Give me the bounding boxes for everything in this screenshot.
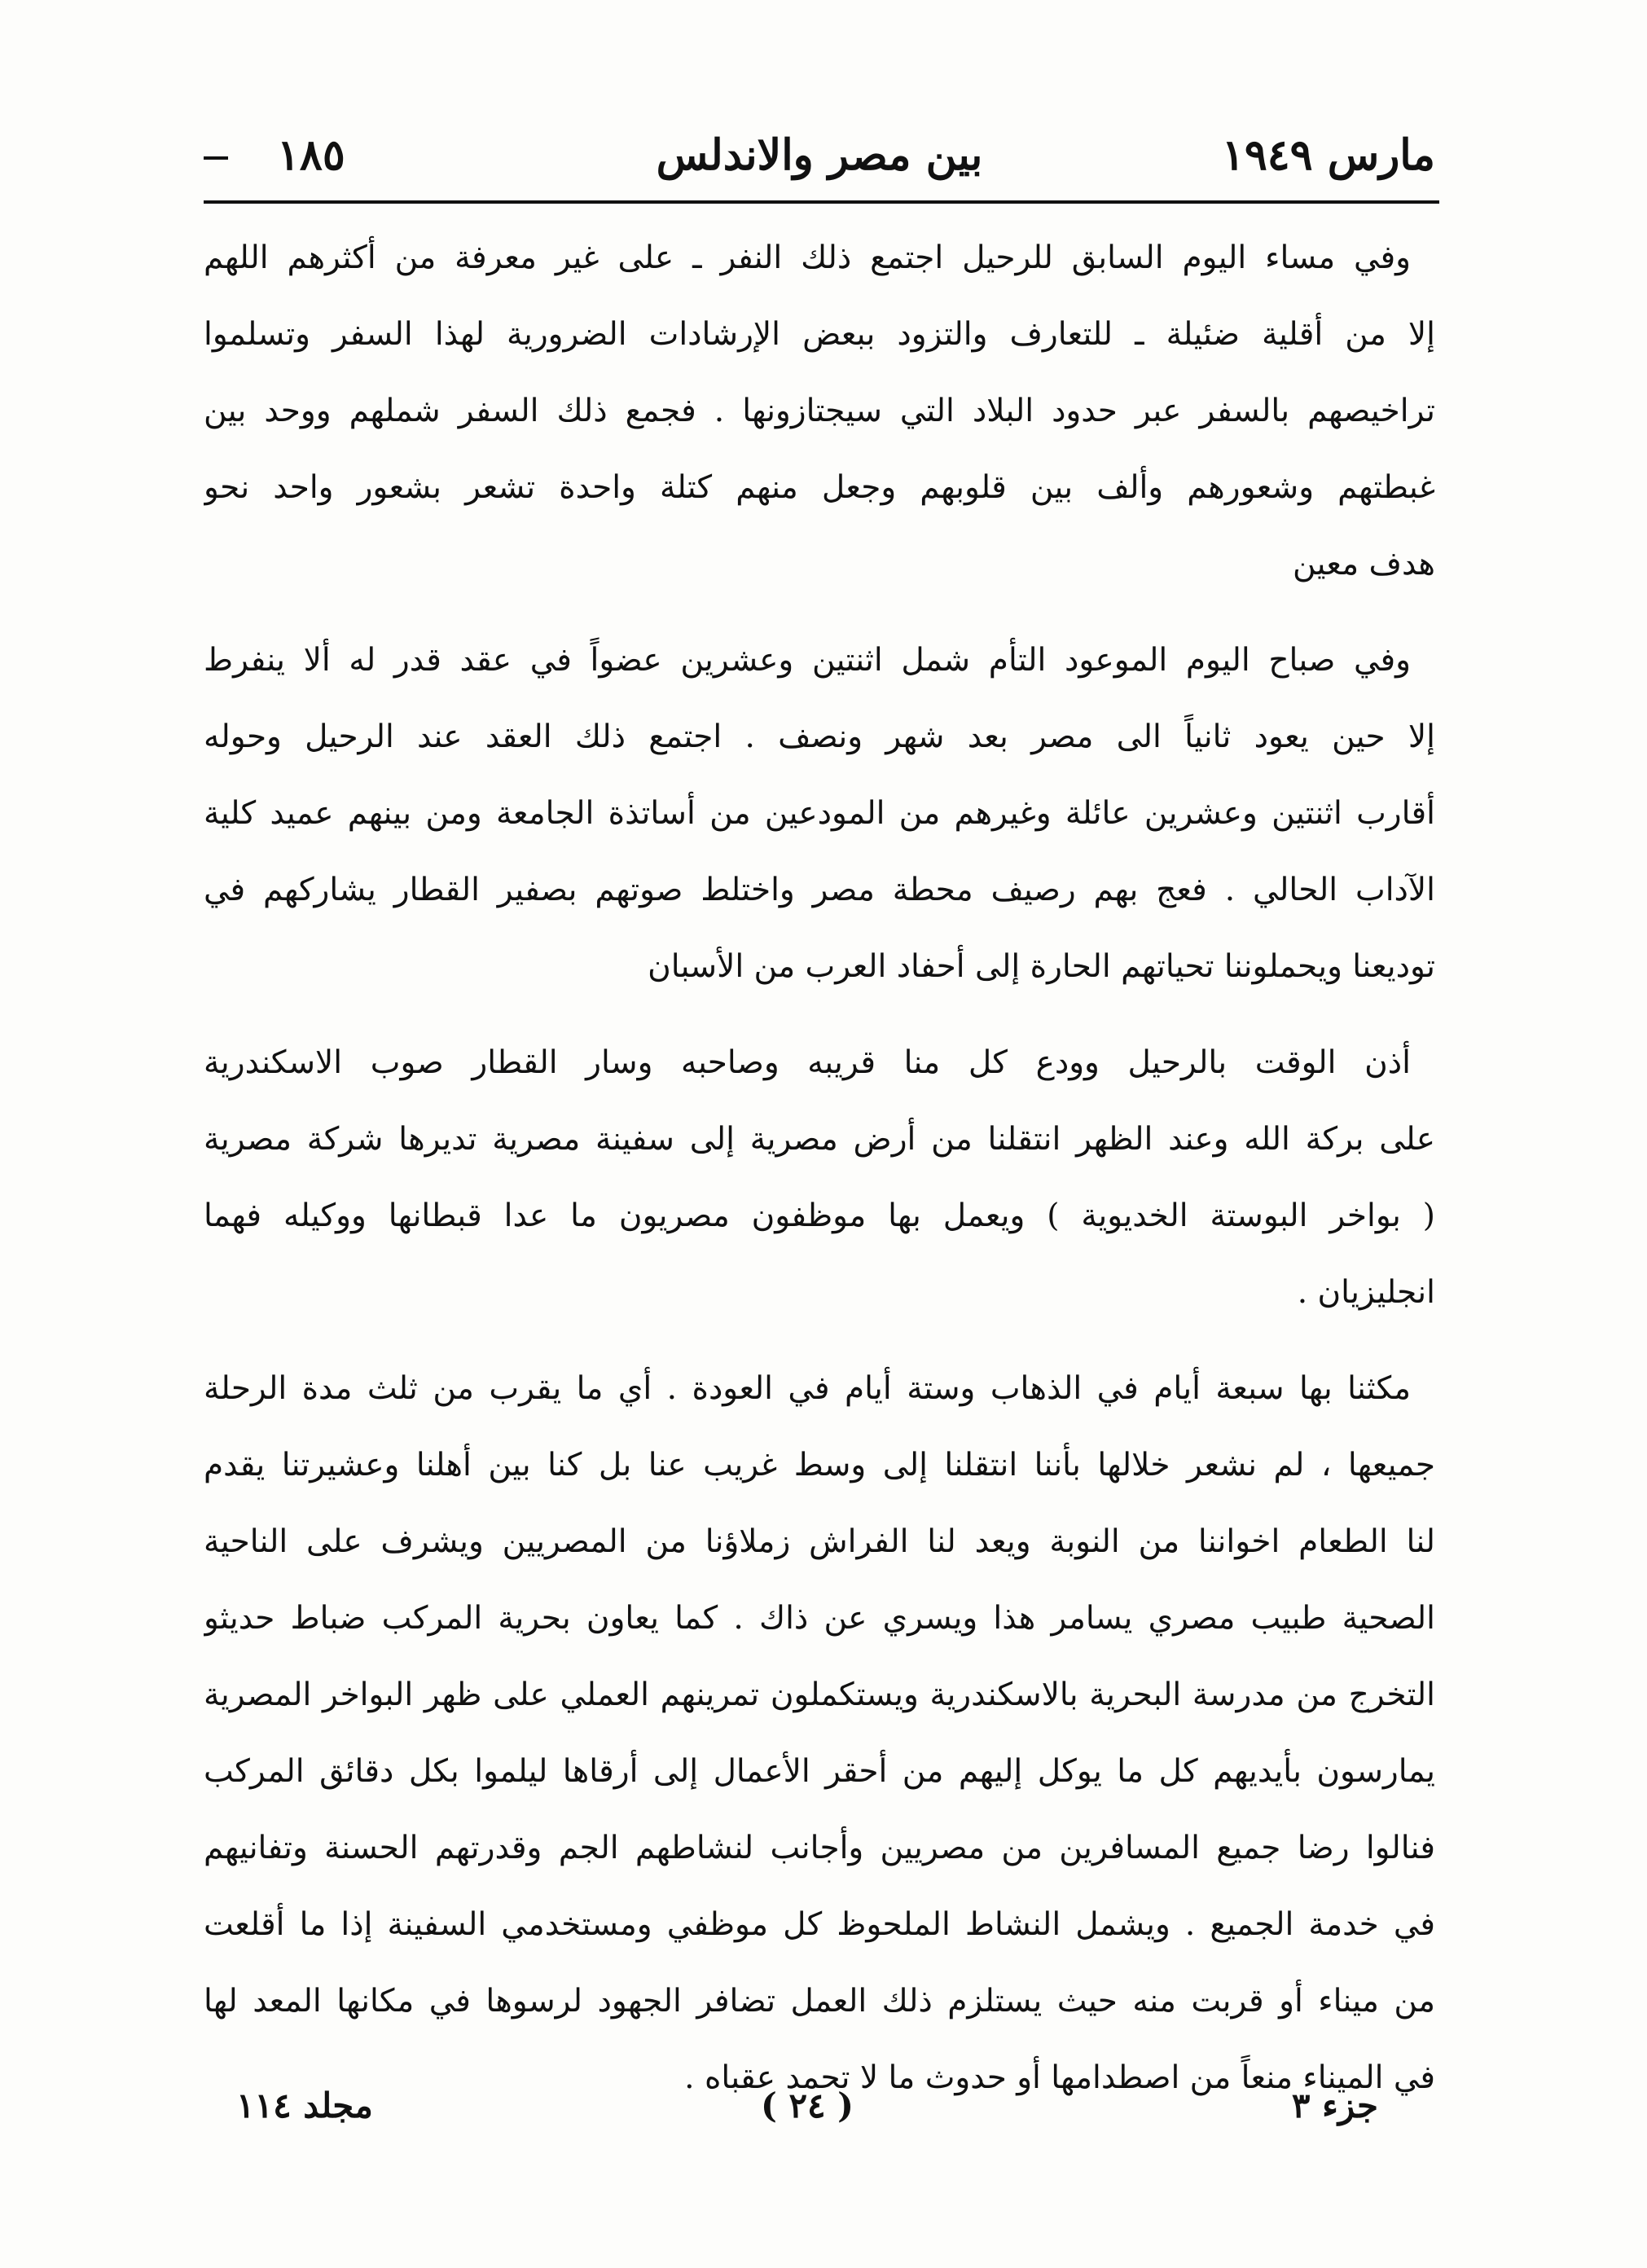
text-line: توديعنا ويحملوننا تحياتهم الحارة إلى أحفاد العرب من الأسبان bbox=[648, 948, 1435, 985]
paragraph-gap bbox=[204, 1331, 1435, 1351]
header-date: مارس ١٩٤٩ bbox=[1221, 130, 1435, 180]
text-line: وفي صباح اليوم الموعود التأم شمل اثنتين وعشرين عضواً في عقد قدر له ألا ينفرط bbox=[204, 642, 1411, 679]
text-line: أقارب اثنتين وعشرين عائلة وغيرهم من المودعين من أساتذة الجامعة ومن بينهم عميد كلية bbox=[204, 795, 1435, 832]
text-line: في الميناء منعاً من اصطدامها أو حدوث ما لا تحمد عقباه . bbox=[684, 2059, 1435, 2096]
text-line: وفي مساء اليوم السابق للرحيل اجتمع ذلك النفر ـ على غير معرفة من أكثرهم اللهم bbox=[204, 240, 1411, 276]
page-footer bbox=[236, 2086, 1378, 2143]
text-line: مكثنا بها سبعة أيام في الذهاب وستة أيام في العودة . أي ما يقرب من ثلث مدة الرحلة bbox=[204, 1370, 1411, 1407]
header-rule bbox=[204, 200, 1439, 204]
footer-part: جزء ٣ bbox=[1291, 2086, 1378, 2125]
text-line: إلا حين يعود ثانياً الى مصر بعد شهر ونصف . اجتمع ذلك العقد عند الرحيل وحوله bbox=[204, 719, 1435, 755]
paragraph bbox=[204, 1025, 1435, 1331]
text-line: غبطتهم وشعورهم وألف بين قلوبهم وجعل منهم كتلة واحدة تشعر بشعور واحد نحو bbox=[204, 469, 1435, 506]
text-line: ( بواخر البوستة الخديوية ) ويعمل بها موظفون مصريون ما عدا قبطانها ووكيله فهما bbox=[204, 1198, 1435, 1234]
text-line: أذن الوقت بالرحيل وودع كل منا قريبه وصاحبه وسار القطار صوب الاسكندرية bbox=[204, 1044, 1411, 1081]
text-line: من ميناء أو قربت منه حيث يستلزم ذلك العمل تضافر الجهود لرسوها في مكانها المعد لها bbox=[204, 1983, 1435, 2020]
text-line: يمارسون بأيديهم كل ما يوكل إليهم من أحقر الأعمال إلى أرقاها ليلموا بكل دقائق المركب bbox=[204, 1753, 1435, 1790]
paragraph bbox=[204, 220, 1435, 603]
text-line: انجليزيان . bbox=[1297, 1274, 1435, 1311]
paragraph bbox=[204, 622, 1435, 1005]
text-line: إلا من أقلية ضئيلة ـ للتعارف والتزود ببعض الإرشادات الضرورية لهذا السفر وتسلموا bbox=[204, 316, 1435, 353]
article-body bbox=[204, 220, 1435, 2116]
text-line: التخرج من مدرسة البحرية بالاسكندرية ويستكملون تمرينهم العملي على ظهر البواخر المصرية bbox=[204, 1677, 1435, 1713]
text-line: هدف معين bbox=[1292, 546, 1435, 582]
text-line: تراخيصهم بالسفر عبر حدود البلاد التي سيجتازونها . فجمع ذلك السفر شملهم ووحد بين bbox=[204, 393, 1435, 429]
text-line: جميعها ، لم نشعر خلالها بأننا انتقلنا إلى وسط غريب عنا بل كنا بين أهلنا وعشيرتنا يقدم bbox=[204, 1447, 1435, 1483]
text-line: فنالوا رضا جميع المسافرين من مصريين وأجانب لنشاطهم الجم وقدرتهم الحسنة وتفانيهم bbox=[204, 1830, 1435, 1866]
footer-issue-number: ( ٢٤ ) bbox=[760, 2086, 854, 2125]
header-dash bbox=[204, 156, 228, 160]
footer-volume: مجلد ١١٤ bbox=[236, 2086, 373, 2125]
paragraph bbox=[204, 1351, 1435, 2116]
header-title: بين مصر والاندلس bbox=[656, 130, 983, 180]
text-line: الصحية طبيب مصري يسامر هذا ويسري عن ذاك . كما يعاون بحرية المركب ضباط حديثو bbox=[204, 1600, 1435, 1637]
text-line: في خدمة الجميع . ويشمل النشاط الملحوظ كل موظفي ومستخدمي السفينة إذا ما أقلعت bbox=[204, 1906, 1435, 1943]
text-line: على بركة الله وعند الظهر انتقلنا من أرض مصرية إلى سفينة مصرية تديرها شركة مصرية bbox=[204, 1121, 1435, 1158]
text-line: الآداب الحالي . فعج بهم رصيف محطة مصر واختلط صوتهم بصفير القطار يشاركهم في bbox=[204, 872, 1435, 908]
running-header bbox=[204, 122, 1435, 196]
text-line: لنا الطعام اخواننا من النوبة ويعد لنا الفراش زملاؤنا من المصريين ويشرف على الناحية bbox=[204, 1523, 1435, 1560]
header-page-number: ١٨٥ bbox=[277, 130, 345, 180]
paragraph-gap bbox=[204, 1005, 1435, 1025]
paragraph-gap bbox=[204, 603, 1435, 622]
